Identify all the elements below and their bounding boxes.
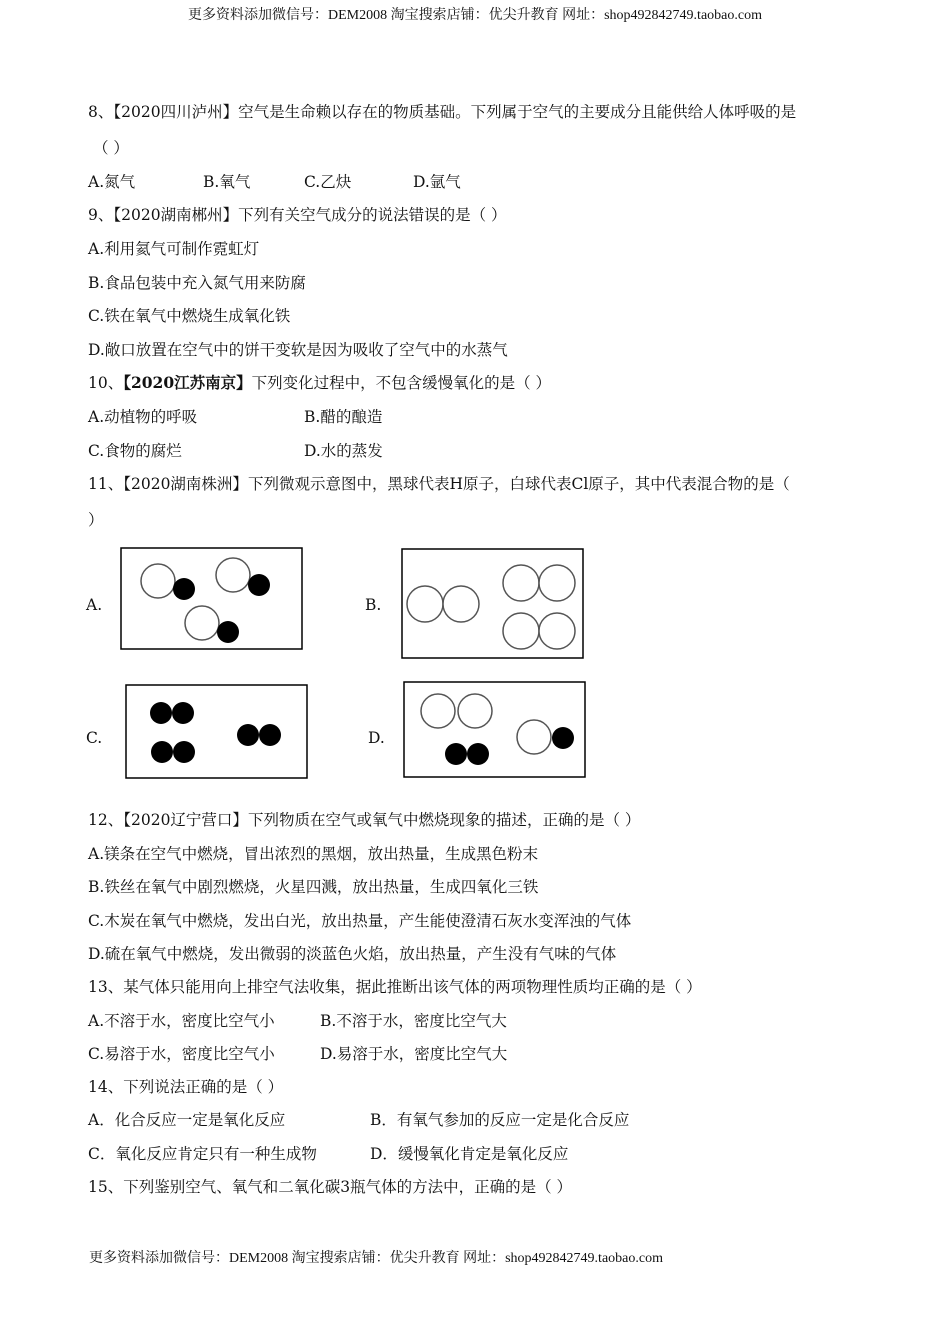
molecule-diagram-a (120, 547, 304, 651)
option-a: A．化合反应一定是氧化反应 (88, 1111, 286, 1129)
question-12 (88, 810, 640, 830)
molecule-diagram-c (125, 684, 309, 780)
question-source: 【2020江苏南京】 (123, 373, 252, 392)
option-b: B.氧气 (203, 173, 251, 191)
question-8 (88, 102, 796, 122)
option-b: B.醋的酿造 (304, 408, 383, 426)
option-d: D.易溶于水，密度比空气大 (320, 1045, 508, 1063)
option-d: D.硫在氧气中燃烧，发出微弱的淡蓝色火焰，放出热量，产生没有气味的气体 (88, 945, 617, 963)
option-a: A.动植物的呼吸 (88, 408, 198, 426)
question-number: 8、 (88, 103, 114, 121)
option-a: A.镁条在空气中燃烧，冒出浓烈的黑烟，放出热量，生成黑色粉末 (88, 845, 539, 863)
option-a: A.不溶于水，密度比空气小 (88, 1012, 275, 1030)
question-number: 11、 (88, 475, 124, 493)
question-source: 【2020四川泸州】 (113, 103, 239, 121)
question-stem: 下列变化过程中，不包含缓慢氧化的是（ ） (251, 374, 552, 392)
question-10 (88, 373, 551, 393)
question-15: 15、下列鉴别空气、氧气和二氧化碳3瓶气体的方法中，正确的是（ ） (88, 1178, 573, 1196)
page-header: 更多资料添加微信号：DEM2008 淘宝搜索店铺：优尖升教育 网址：shop492842749.taobao.com (188, 8, 762, 23)
question-9 (88, 205, 507, 225)
diagram-label-a: A. (86, 596, 103, 614)
question-13: 13、某气体只能用向上排空气法收集，据此推断出该气体的两项物理性质均正确的是（ ） (88, 978, 702, 996)
option-c: C.木炭在氧气中燃烧，发出白光，放出热量，产生能使澄清石灰水变浑浊的气体 (88, 912, 632, 930)
option-d: D．缓慢氧化肯定是氧化反应 (370, 1145, 569, 1163)
option-b: B.铁丝在氧气中剧烈燃烧，火星四溅，放出热量，生成四氧化三铁 (88, 878, 539, 896)
diagram-label-d: D. (368, 729, 385, 747)
answer-paren: ） (88, 511, 104, 529)
option-c: C.食物的腐烂 (88, 442, 182, 460)
option-c: C.乙炔 (304, 173, 352, 191)
question-14: 14、下列说法正确的是（ ） (88, 1078, 284, 1096)
option-b: B.不溶于水，密度比空气大 (320, 1012, 507, 1030)
question-number: 12、 (88, 811, 124, 829)
molecule-diagram-d (403, 681, 587, 779)
option-d: D.氩气 (413, 173, 461, 191)
answer-paren: （ ） (93, 139, 129, 157)
question-stem: 下列物质在空气或氧气中燃烧现象的描述，正确的是（ ） (247, 811, 641, 829)
option-b: B.食品包装中充入氮气用来防腐 (88, 274, 306, 292)
question-number: 9、 (88, 206, 114, 224)
question-source: 【2020湖南株洲】 (123, 475, 248, 493)
question-stem: 下列微观示意图中，黑球代表H原子，白球代表Cl原子，其中代表混合物的是（ (247, 475, 790, 493)
diagram-label-b: B. (365, 596, 382, 614)
question-11 (88, 474, 790, 494)
option-a: A.氮气 (88, 173, 136, 191)
question-number: 10、 (88, 374, 124, 392)
option-d: D.敞口放置在空气中的饼干变软是因为吸收了空气中的水蒸气 (88, 341, 508, 359)
option-c: C.铁在氧气中燃烧生成氧化铁 (88, 307, 291, 325)
option-c: C．氧化反应肯定只有一种生成物 (88, 1145, 317, 1163)
diagram-label-c: C. (86, 729, 103, 747)
molecule-diagram-b (401, 548, 585, 660)
option-c: C.易溶于水，密度比空气小 (88, 1045, 275, 1063)
question-source: 【2020湖南郴州】 (113, 206, 239, 224)
question-source: 【2020辽宁营口】 (123, 811, 248, 829)
page-footer: 更多资料添加微信号：DEM2008 淘宝搜索店铺：优尖升教育 网址：shop492842749.taobao.com (89, 1251, 663, 1266)
option-a: A.利用氦气可制作霓虹灯 (88, 240, 260, 258)
question-stem: 下列有关空气成分的说法错误的是（ ） (238, 206, 507, 224)
option-d: D.水的蒸发 (304, 442, 383, 460)
question-stem: 空气是生命赖以存在的物质基础。下列属于空气的主要成分且能供给人体呼吸的是 (238, 103, 797, 121)
option-b: B．有氧气参加的反应一定是化合反应 (370, 1111, 630, 1129)
